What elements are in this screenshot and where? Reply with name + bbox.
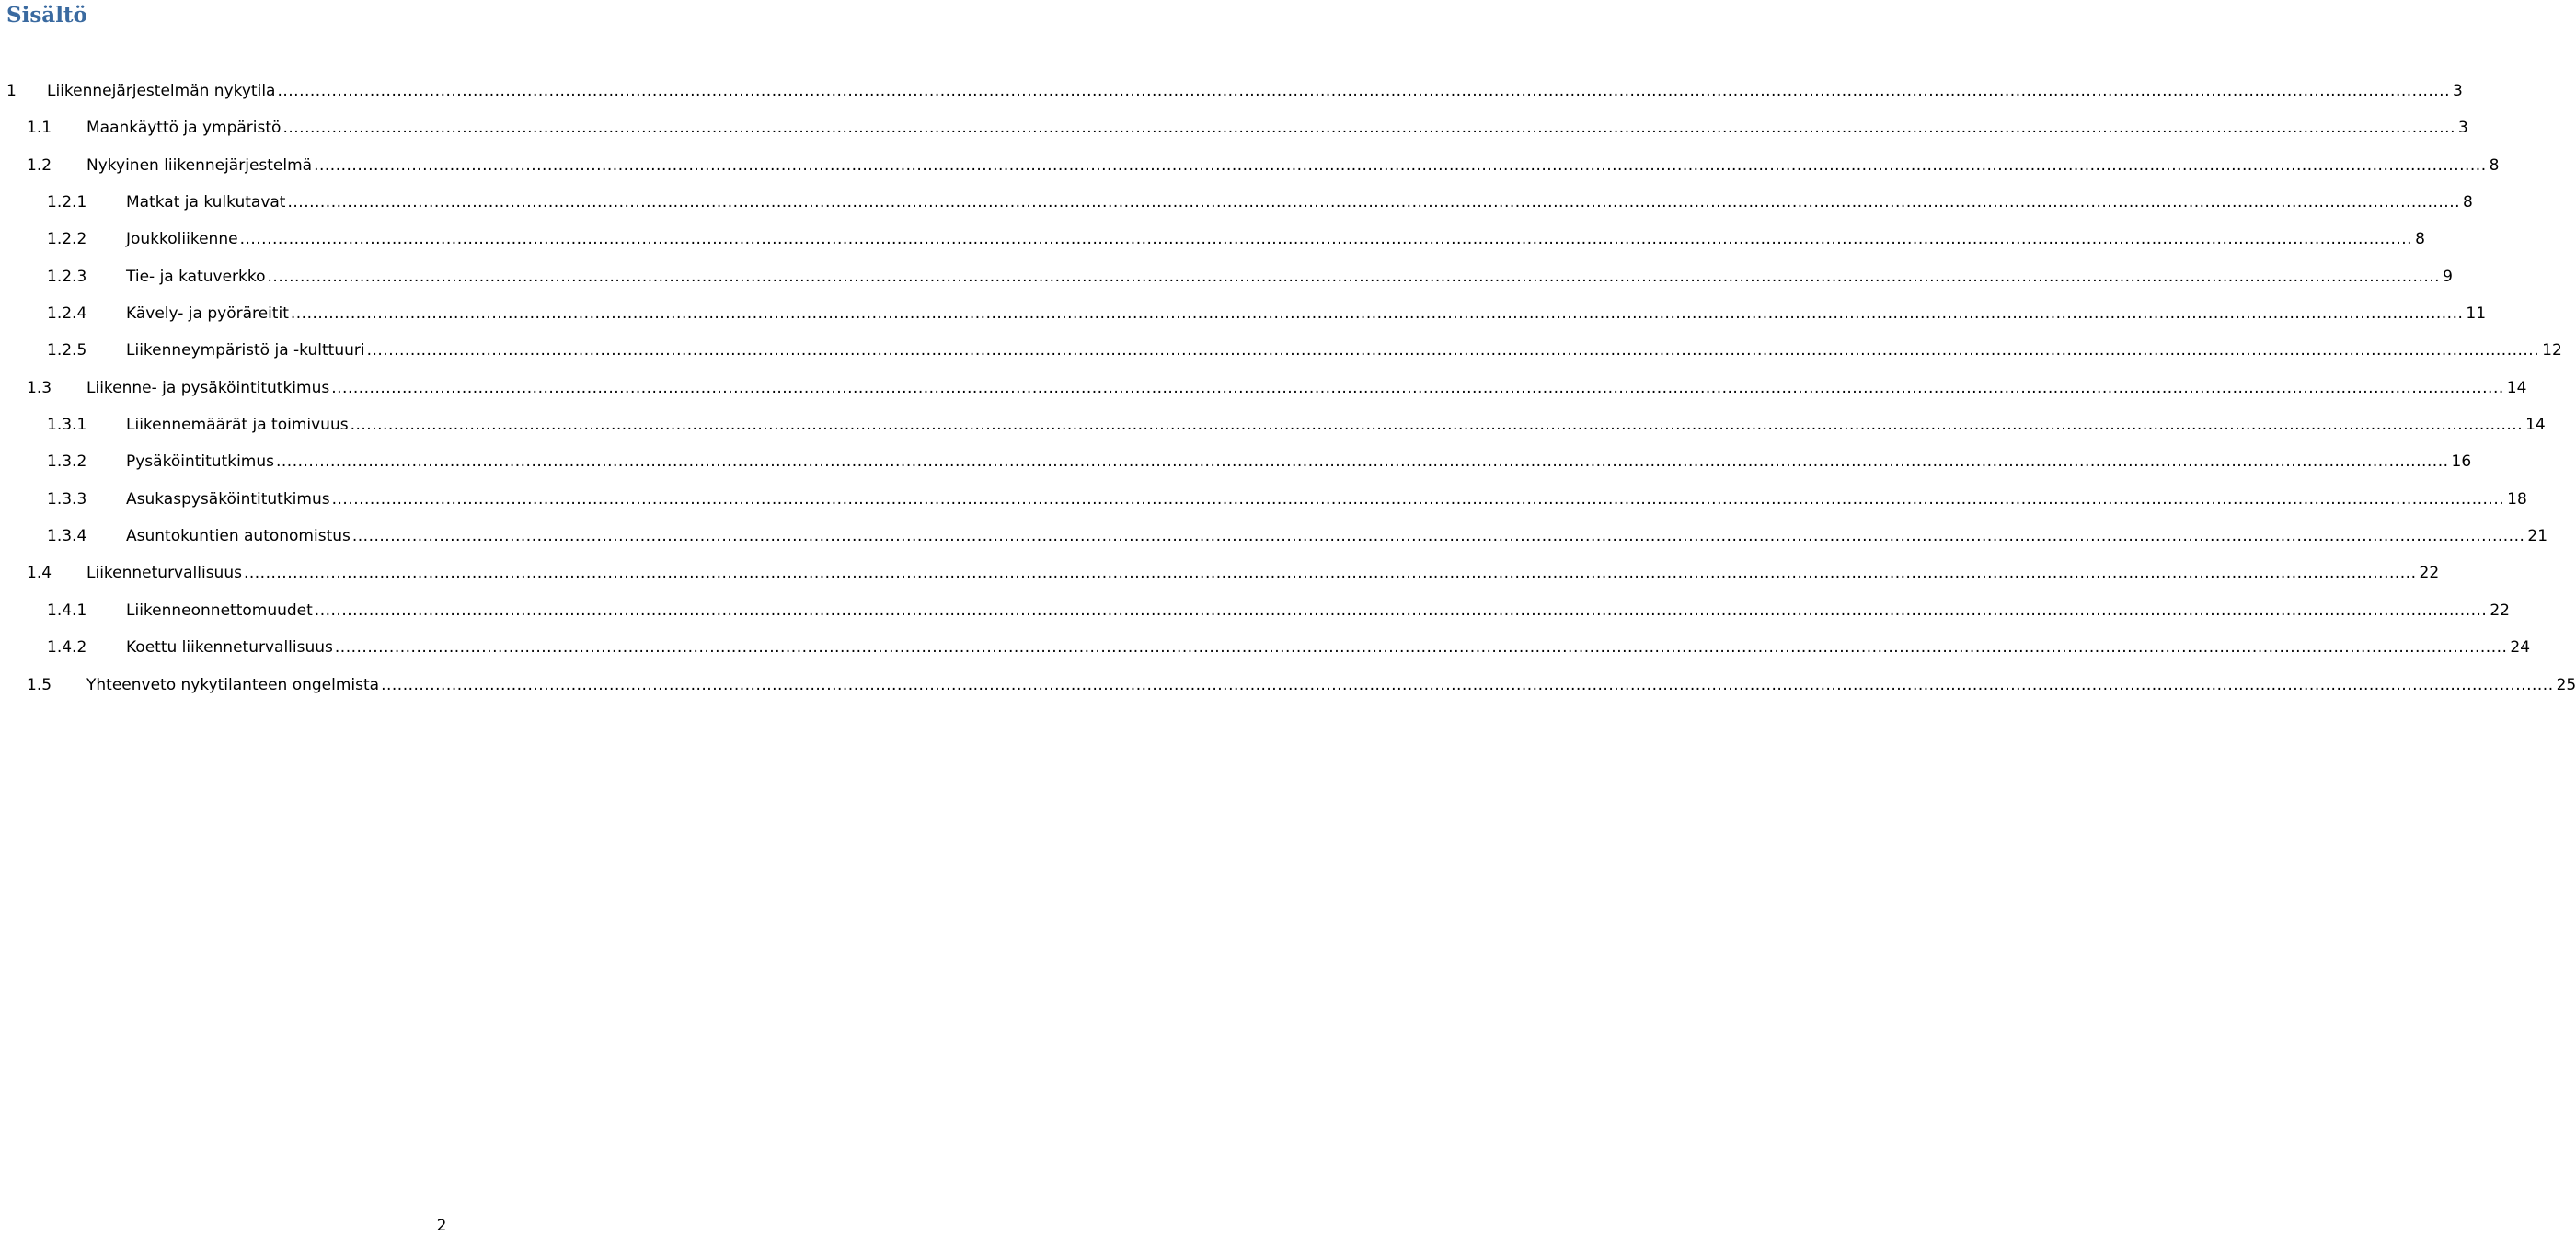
toc-entry-label: Liikennemäärät ja toimivuus — [126, 416, 349, 435]
toc-entry-number: 1.2.3 — [47, 267, 87, 286]
toc-entry-link[interactable] — [126, 406, 2546, 443]
toc-entry-number: 1.2.4 — [47, 304, 87, 324]
toc-entry-link[interactable] — [86, 370, 2527, 406]
toc-entry-label: Asuntokuntien autonomistus — [126, 527, 351, 546]
toc-dot-leader: ................................................................................................................................................................................................................................................................................................................................................................................................................ — [267, 267, 2441, 286]
toc-entry[interactable] — [0, 147, 2500, 184]
toc-entry-page: 24 — [2510, 638, 2531, 658]
toc-entry-label: Tie- ja katuverkko — [126, 267, 266, 286]
toc-entry-link[interactable] — [86, 109, 2468, 146]
toc-dot-leader: ................................................................................................................................................................................................................................................................................................................................................................................................................ — [290, 304, 2464, 324]
toc-entry-label: Maankäyttö ja ympäristö — [86, 119, 282, 138]
toc-entry-page: 11 — [2466, 304, 2487, 324]
toc-entry-link[interactable] — [126, 184, 2473, 221]
toc-entry-page: 3 — [2457, 119, 2468, 138]
toc-entry-link[interactable] — [126, 443, 2472, 480]
toc-entry-link[interactable] — [47, 73, 2463, 109]
toc-entry-label: Joukkoliikenne — [126, 230, 238, 249]
toc-entry-label: Liikenneturvallisuus — [86, 564, 242, 583]
toc-entry-link[interactable] — [126, 295, 2487, 332]
toc-entry[interactable] — [0, 443, 2472, 480]
toc-entry-link[interactable] — [86, 555, 2440, 591]
toc-entry-label: Yhteenveto nykytilanteen ongelmista — [86, 675, 380, 694]
toc-dot-leader: ................................................................................................................................................................................................................................................................................................................................................................................................................ — [314, 155, 2487, 175]
toc-entry-number: 1.2.1 — [47, 193, 87, 212]
toc-dot-leader: ................................................................................................................................................................................................................................................................................................................................................................................................................ — [350, 416, 2524, 435]
toc-dot-leader: ................................................................................................................................................................................................................................................................................................................................................................................................................ — [239, 230, 2413, 249]
toc-entry-number: 1.4 — [27, 564, 52, 583]
toc-entry-number: 1.5 — [27, 675, 52, 694]
toc-entry-page: 12 — [2542, 341, 2562, 360]
toc-entry[interactable] — [0, 481, 2527, 518]
toc-entry[interactable] — [0, 295, 2487, 332]
toc-entry-label: Liikenneympäristö ja -kulttuuri — [126, 341, 365, 360]
toc-entry-label: Liikenneonnettomuudet — [126, 601, 313, 620]
toc-entry[interactable] — [0, 73, 2463, 109]
toc-entry-page: 8 — [2463, 193, 2473, 212]
toc-entry-page: 16 — [2451, 452, 2472, 472]
toc-entry-label: Liikenne- ja pysäköintitutkimus — [86, 378, 330, 397]
toc-dot-leader: ................................................................................................................................................................................................................................................................................................................................................................................................................ — [331, 489, 2505, 509]
toc-entry-number: 1.3.2 — [47, 452, 87, 472]
toc-dot-leader: ................................................................................................................................................................................................................................................................................................................................................................................................................ — [381, 675, 2554, 694]
toc-entry-number: 1.3.4 — [47, 527, 87, 546]
page-title: Sisältö — [6, 3, 87, 28]
toc-entry[interactable] — [0, 555, 2440, 591]
toc-entry-page: 9 — [2443, 267, 2453, 286]
toc-entry-page: 22 — [2419, 564, 2440, 583]
toc-entry-number: 1.3.1 — [47, 416, 87, 435]
toc-entry-page: 22 — [2490, 601, 2510, 620]
toc-entry-number: 1.3.3 — [47, 489, 87, 509]
toc-entry-link[interactable] — [126, 481, 2527, 518]
toc-dot-leader: ................................................................................................................................................................................................................................................................................................................................................................................................................ — [334, 638, 2508, 658]
toc-entry[interactable] — [0, 370, 2527, 406]
toc-entry-number: 1.4.1 — [47, 601, 87, 620]
toc-entry-number: 1.2.2 — [47, 230, 87, 249]
toc-entry-label: Matkat ja kulkutavat — [126, 193, 286, 212]
toc-entry-label: Asukaspysäköintitutkimus — [126, 489, 330, 509]
toc-entry-label: Koettu liikenneturvallisuus — [126, 638, 333, 658]
toc-entry[interactable] — [0, 109, 2468, 146]
table-of-contents — [0, 73, 2576, 704]
toc-entry-number: 1.3 — [27, 378, 52, 397]
toc-entry-page: 25 — [2556, 675, 2576, 694]
toc-entry-link[interactable] — [86, 147, 2500, 184]
toc-entry-number: 1.1 — [27, 119, 52, 138]
toc-entry-link[interactable] — [126, 221, 2425, 258]
toc-entry[interactable] — [0, 221, 2425, 258]
toc-entry-link[interactable] — [126, 332, 2562, 369]
toc-entry-link[interactable] — [126, 258, 2453, 295]
toc-entry[interactable] — [0, 332, 2562, 369]
toc-entry-number: 1.4.2 — [47, 638, 87, 658]
toc-entry[interactable] — [0, 518, 2548, 555]
toc-entry[interactable] — [0, 629, 2531, 666]
toc-entry[interactable] — [0, 258, 2453, 295]
toc-entry-link[interactable] — [86, 667, 2576, 704]
toc-dot-leader: ................................................................................................................................................................................................................................................................................................................................................................................................................ — [243, 564, 2417, 583]
toc-entry-label: Nykyinen liikennejärjestelmä — [86, 155, 313, 175]
toc-entry-page: 3 — [2453, 82, 2463, 100]
toc-entry-number: 1.2.5 — [47, 341, 87, 360]
toc-entry[interactable] — [0, 592, 2510, 629]
toc-dot-leader: ................................................................................................................................................................................................................................................................................................................................................................................................................ — [351, 527, 2525, 546]
toc-entry-number: 1 — [6, 82, 17, 100]
toc-entry-page: 14 — [2525, 416, 2546, 435]
toc-entry-page: 8 — [2415, 230, 2425, 249]
toc-entry-number: 1.2 — [27, 155, 52, 175]
toc-entry-link[interactable] — [126, 518, 2548, 555]
toc-dot-leader: ................................................................................................................................................................................................................................................................................................................................................................................................................ — [331, 378, 2504, 397]
toc-entry-label: Kävely- ja pyöräreitit — [126, 304, 289, 324]
toc-entry[interactable] — [0, 184, 2473, 221]
toc-dot-leader: ................................................................................................................................................................................................................................................................................................................................................................................................................ — [366, 341, 2540, 360]
toc-dot-leader: ................................................................................................................................................................................................................................................................................................................................................................................................................ — [282, 119, 2455, 138]
toc-dot-leader: ................................................................................................................................................................................................................................................................................................................................................................................................................ — [277, 82, 2450, 100]
toc-dot-leader: ................................................................................................................................................................................................................................................................................................................................................................................................................ — [275, 452, 2449, 472]
toc-entry-page: 18 — [2507, 489, 2527, 509]
toc-entry-page: 14 — [2506, 378, 2527, 397]
toc-entry[interactable] — [0, 667, 2576, 704]
toc-entry-label: Pysäköintitutkimus — [126, 452, 274, 472]
toc-entry-label: Liikennejärjestelmän nykytila — [47, 82, 276, 100]
toc-dot-leader: ................................................................................................................................................................................................................................................................................................................................................................................................................ — [314, 601, 2488, 620]
toc-entry-page: 8 — [2489, 155, 2500, 175]
toc-entry-link[interactable] — [126, 592, 2510, 629]
toc-entry-link[interactable] — [126, 629, 2531, 666]
page-number: 2 — [436, 1217, 447, 1235]
toc-dot-leader: ................................................................................................................................................................................................................................................................................................................................................................................................................ — [287, 193, 2461, 212]
toc-entry-page: 21 — [2527, 527, 2548, 546]
toc-entry[interactable] — [0, 406, 2546, 443]
